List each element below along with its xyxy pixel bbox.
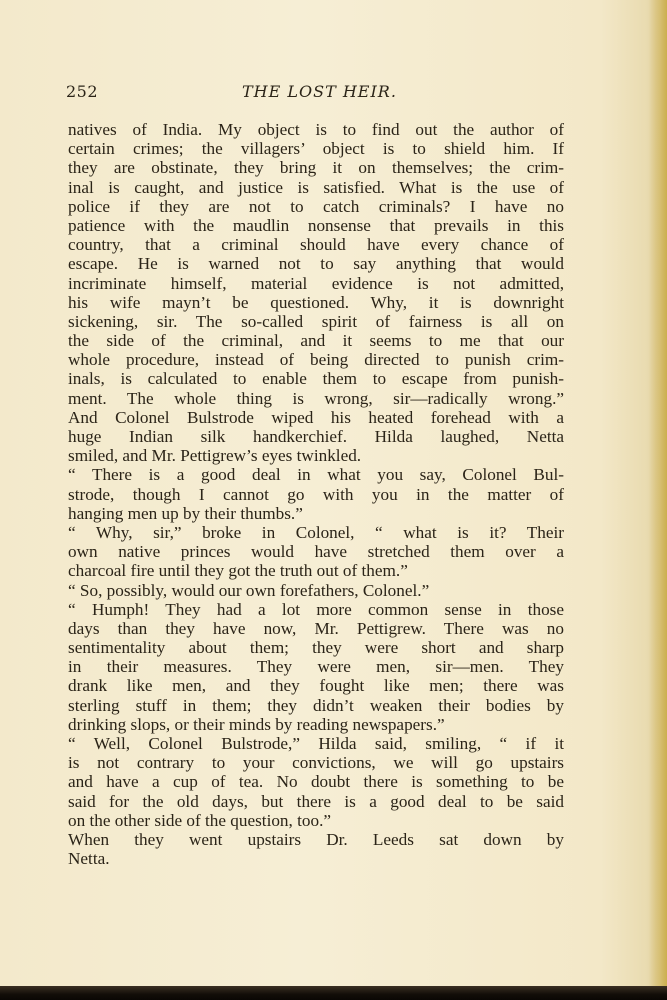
text-line: “ There is a good deal in what you say, Colonel Bul- — [68, 465, 564, 485]
text-line: hanging men up by their thumbs.” — [68, 503, 303, 523]
text-line: smiled, and Mr. Pettigrew’s eyes twinkled. — [68, 446, 362, 466]
text-line: And Colonel Bulstrode wiped his heated forehead with a — [68, 407, 564, 427]
text-line: and have a cup of tea. No doubt there is something to be — [68, 772, 564, 792]
text-line: strode, though I cannot go with you in the matter of — [68, 484, 564, 504]
text-line: said for the old days, but there is a good deal to be said — [68, 791, 564, 811]
text-line: on the other side of the question, too.” — [68, 810, 332, 830]
text-line: in their measures. They were men, sir—men. They — [68, 657, 564, 677]
text-line: certain crimes; the villagers’ object is to shield him. If — [68, 139, 564, 159]
text-line: country, that a criminal should have every chance of — [68, 235, 564, 255]
text-line: inals, is calculated to enable them to escape from punish- — [68, 369, 564, 389]
text-line: the side of the criminal, and it seems to me that our — [68, 331, 564, 351]
page-edge-shading — [649, 0, 667, 1000]
text-line: charcoal fire until they got the truth out of them.” — [68, 561, 408, 581]
text-line: incriminate himself, material evidence is not admitted, — [68, 273, 564, 293]
text-line: natives of India. My object is to find out the author of — [68, 120, 564, 139]
text-line: his wife mayn’t be questioned. Why, it is downright — [68, 292, 564, 312]
text-line: sentimentality about them; they were short and sharp — [68, 638, 564, 658]
text-line: sterling stuff in them; they didn’t weaken their bodies by — [68, 695, 564, 715]
text-line: days than they have now, Mr. Pettigrew. There was no — [68, 618, 564, 638]
running-title: THE LOST HEIR. — [242, 82, 397, 101]
text-line: “ So, possibly, would our own forefathers, Colonel.” — [68, 580, 430, 600]
page-number: 252 — [66, 82, 99, 101]
text-line: “ Humph! They had a lot more common sense in those — [68, 599, 564, 619]
text-line: escape. He is warned not to say anything that would — [68, 254, 564, 274]
text-line: When they went upstairs Dr. Leeds sat down by — [68, 829, 564, 849]
text-line: drank like men, and they fought like men; there was — [68, 676, 564, 696]
text-line: Netta. — [68, 849, 110, 869]
text-line: sickening, sir. The so-called spirit of fairness is all on — [68, 311, 564, 331]
text-line: whole procedure, instead of being directed to punish crim- — [68, 350, 564, 370]
text-line: “ Why, sir,” broke in Colonel, “ what is it? Their — [68, 522, 564, 542]
text-line: ment. The whole thing is wrong, sir—radically wrong.” — [68, 388, 564, 408]
text-line: drinking slops, or their minds by reading newspapers.” — [68, 714, 445, 734]
text-line: they are obstinate, they bring it on themselves; the crim- — [68, 158, 564, 178]
text-line: “ Well, Colonel Bulstrode,” Hilda said, smiling, “ if it — [68, 734, 564, 753]
body-text — [68, 120, 564, 868]
text-line: is not contrary to your convictions, we will go upstairs — [68, 753, 564, 773]
page-bottom-edge — [0, 986, 667, 1000]
text-line: inal is caught, and justice is satisfied. What is the use of — [68, 177, 564, 197]
running-header — [66, 82, 566, 104]
text-line: huge Indian silk handkerchief. Hilda laughed, Netta — [68, 427, 564, 446]
text-line: police if they are not to catch criminals? I have no — [68, 196, 564, 216]
text-line: own native princes would have stretched them over a — [68, 542, 564, 562]
text-line: patience with the maudlin nonsense that prevails in this — [68, 215, 564, 235]
